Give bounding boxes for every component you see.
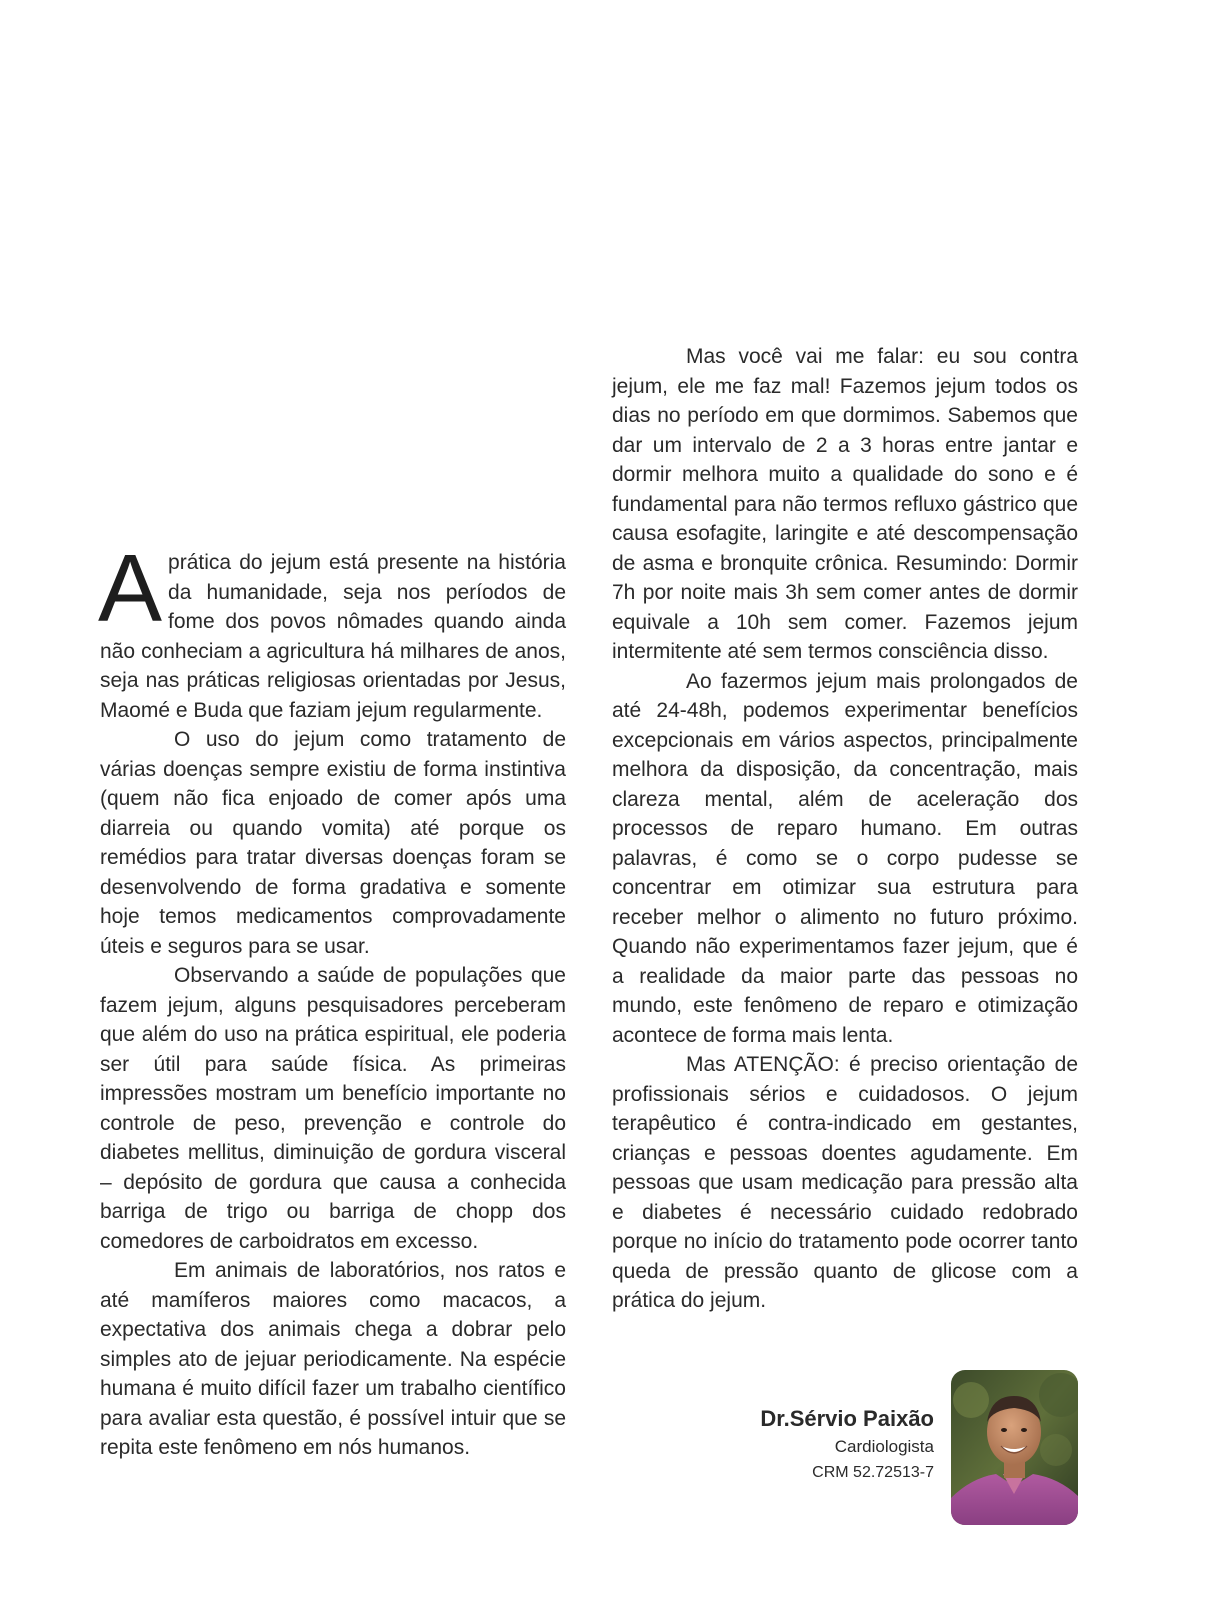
paragraph-warning: Mas ATENÇÃO: é preciso orientação de profissionais sérios e cuidadosos. O jejum terapêutico é contra-indicado em gestantes, crianças e pessoas doentes agudamente. Em pessoas que usam medicação para pressão alta e diabetes é necessário cuidado redobrado porque no início do tratamento pode ocorrer tanto queda de pressão quanto de glicose com a prática do jejum.	[612, 1053, 1078, 1312]
paragraph-populations: Observando a saúde de populações que fazem jejum, alguns pesquisadores perceberam que além do uso na prática espiritual, ele poderia ser útil para saúde física. As primeiras impressões mostram um benefício importante no controle de peso, prevenção e controle do diabetes mellitus, diminuição de gordura visceral – depósito de gordura que causa a conhecida barriga de trigo ou barriga de chopp dos comedores de carboidratos em excesso.	[100, 964, 566, 1253]
paragraph-intro-text: prática do jejum está presente na história da humanidade, seja nos períodos de fome dos povos nômades quando ainda não conheciam a agricultura há milhares de anos, seja nas práticas religiosas orientadas por Jesus, Maomé e Buda que faziam jejum regularmente.	[100, 551, 566, 722]
author-name: Dr.Sérvio Paixão	[760, 1406, 934, 1431]
author-signature	[700, 1404, 934, 1486]
paragraph-prolonged-fasting: Ao fazermos jejum mais prolongados de até 24-48h, podemos experimentar benefícios excepcionais em vários aspectos, principalmente melhora da disposição, da concentração, mais clareza mental, além de aceleração dos processos de reparo humano. Em outras palavras, é como se o corpo pudesse se concentrar em otimizar sua estrutura para receber melhor o alimento no futuro próximo. Quando não experimentamos fazer jejum, que é a realidade da maior parte das pessoas no mundo, este fenômeno de reparo e otimização acontece de forma mais lenta.	[612, 669, 1078, 1047]
author-crm: CRM 52.72513-7	[812, 1464, 934, 1481]
drop-cap: A	[98, 535, 163, 642]
paragraph-daily-fasting: Mas você vai me falar: eu sou contra jejum, ele me faz mal! Fazemos jejum todos os dias no período em que dormimos. Sabemos que dar um intervalo de 2 a 3 horas entre jantar e dormir melhora muito a qualidade do sono e é fundamental para não termos refluxo gástrico que causa esofagite, laringite e até descompensação de asma e bronquite crônica. Resumindo: Dormir 7h por noite mais 3h sem comer antes de dormir equivale a 10h sem comer. Fazemos jejum intermitente até sem termos consciência disso.	[612, 345, 1078, 663]
author-role: Cardiologista	[834, 1437, 934, 1456]
paragraph-instinctive-use: O uso do jejum como tratamento de várias doenças sempre existiu de forma instintiva (quem não fica enjoado de comer após uma diarreia ou quando vomita) até porque os remédios para tratar diversas doenças foram se desenvolvendo de forma gradativa e somente hoje temos medicamentos comprovadamente úteis e seguros para se usar.	[100, 728, 566, 958]
article-left-column	[98, 535, 566, 1463]
paragraph-animals: Em animais de laboratórios, nos ratos e até mamíferos maiores como macacos, a expectativa dos animais chega a dobrar pelo simples ato de jejuar periodicamente. Na espécie humana é muito difícil fazer um trabalho científico para avaliar esta questão, é possível intuir que se repita este fenômeno em nós humanos.	[100, 1259, 566, 1459]
paragraph-intro	[98, 535, 566, 725]
article-right-column	[612, 342, 1078, 1316]
author-portrait-photo	[951, 1370, 1078, 1525]
